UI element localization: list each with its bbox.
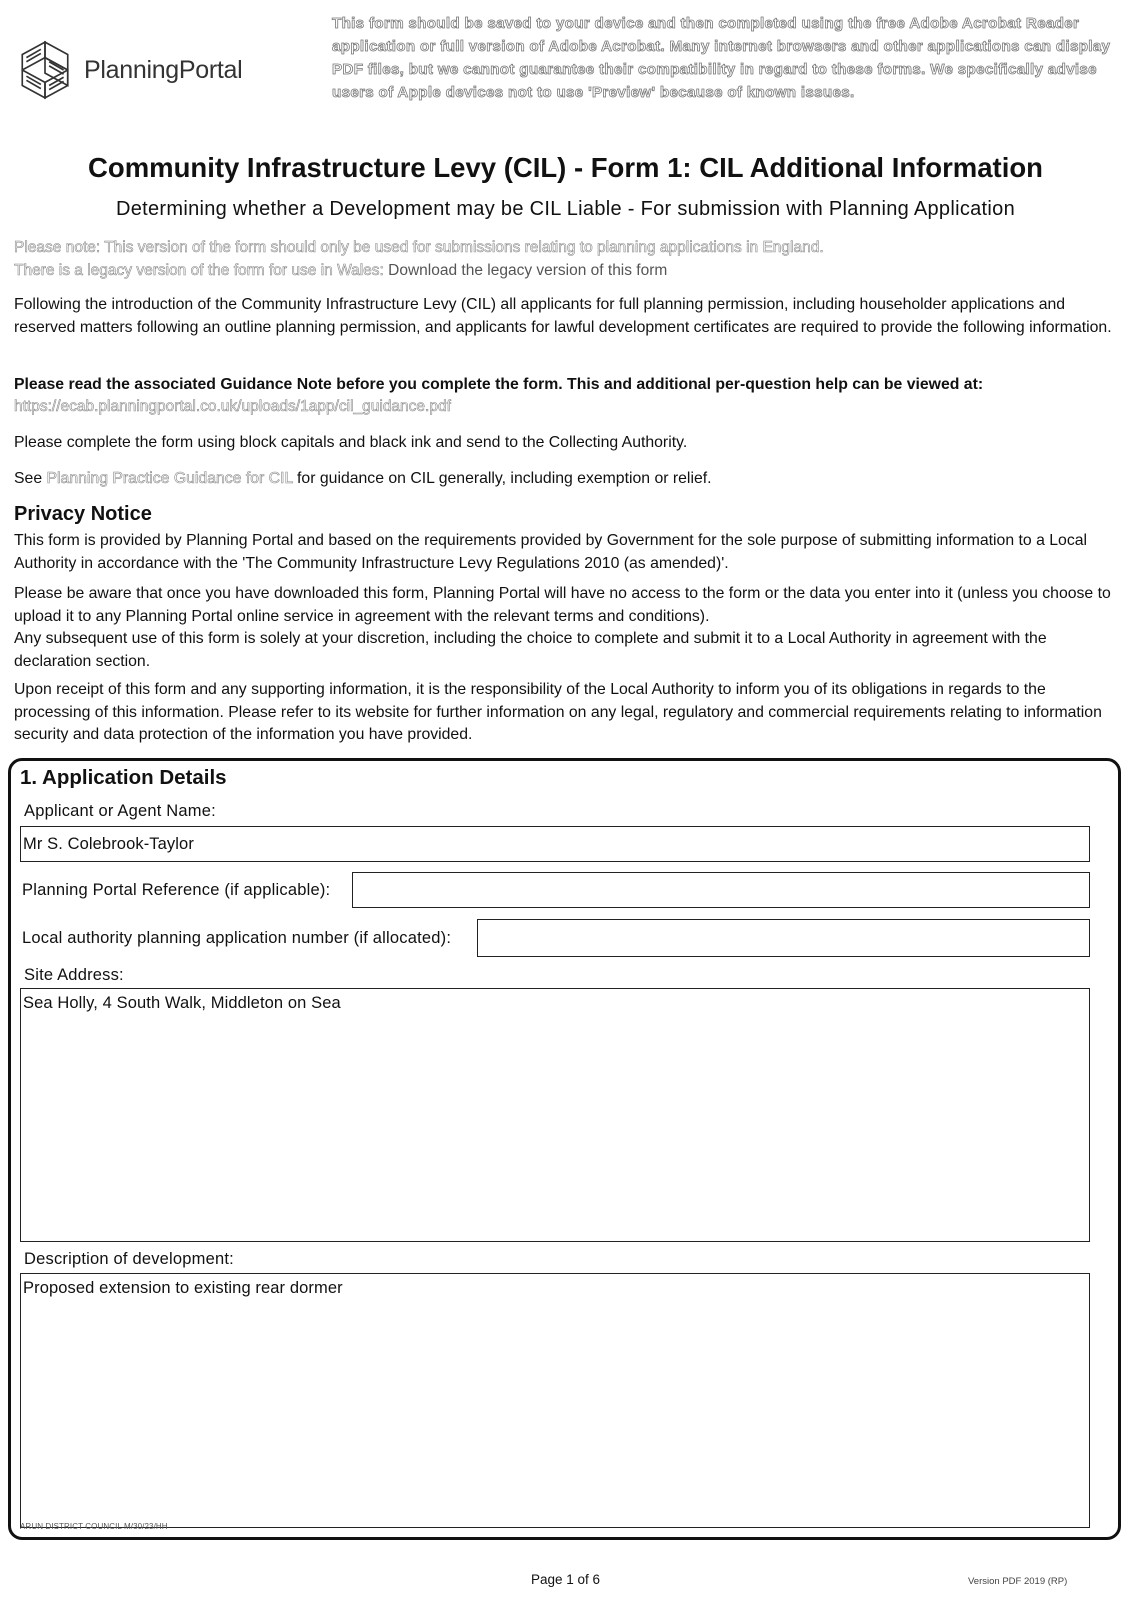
see-suffix: for guidance on CIL generally, including exemption or relief. bbox=[292, 470, 712, 487]
planning-portal-reference-field[interactable] bbox=[352, 872, 1090, 908]
applicant-name-field[interactable]: Mr S. Colebrook-Taylor bbox=[20, 826, 1090, 862]
council-stamp: ARUN DISTRICT COUNCIL M/30/23/HH bbox=[20, 1522, 168, 1531]
see-prefix: See bbox=[14, 470, 47, 487]
privacy-paragraph-4: Upon receipt of this form and any supporting information, it is the responsibility of the Local Authority to inform you of its obligations in regards to the processing of this information. Please refer to its website for further information on any legal, regulatory and commercial requirements relating to information security and data protection of the information you have provided. bbox=[14, 681, 1102, 743]
description-label: Description of development: bbox=[24, 1250, 234, 1268]
note-line-2-text: There is a legacy version of the form for use in Wales: bbox=[14, 262, 389, 279]
software-notice: This form should be saved to your device and then completed using the free Adobe Acrobat Reader application or full version of Adobe Acrobat. Many internet browsers and other applications can display PDF files, but we cannot guarantee their compatibility in regard to these forms. We specifically advise users of Apple devices not to use 'Preview' because of known issues. bbox=[332, 15, 1111, 101]
guidance-url-link[interactable]: https://ecab.planningportal.co.uk/uploads/1app/cil_guidance.pdf bbox=[14, 398, 451, 415]
privacy-heading: Privacy Notice bbox=[14, 503, 152, 525]
section-heading: 1. Application Details bbox=[20, 766, 227, 789]
planning-portal-logo-icon bbox=[14, 39, 76, 101]
england-only-note bbox=[14, 236, 1114, 282]
version-label: Version PDF 2019 (RP) bbox=[968, 1576, 1068, 1587]
page-subtitle: Determining whether a Development may be CIL Liable - For submission with Planning Application bbox=[115, 198, 1015, 220]
lpa-application-number-label: Local authority planning application number (if allocated): bbox=[22, 929, 452, 947]
note-line-1: Please note: This version of the form should only be used for submissions relating to planning applications in England. bbox=[14, 239, 824, 256]
page-number: Page 1 of 6 bbox=[530, 1572, 601, 1587]
guidance-instruction: Please read the associated Guidance Note before you complete the form. This and additional per-question help can be viewed at: bbox=[14, 376, 984, 393]
description-field[interactable]: Proposed extension to existing rear dormer bbox=[20, 1273, 1090, 1528]
planning-portal-reference-label: Planning Portal Reference (if applicable): bbox=[22, 881, 331, 899]
ppg-cil-link[interactable]: Planning Practice Guidance for CIL bbox=[46, 470, 293, 487]
privacy-paragraph-2: Please be aware that once you have downloaded this form, Planning Portal will have no access to the form or the data you enter into it (unless you choose to upload it to any Planning Portal online service in agreement with the relevant terms and conditions). bbox=[14, 585, 1111, 625]
privacy-paragraph-3: Any subsequent use of this form is solely at your discretion, including the choice to complete and submit it to a Local Authority in agreement with the declaration section. bbox=[14, 630, 1047, 670]
block-capitals-instruction: Please complete the form using block capitals and black ink and send to the Collecting Authority. bbox=[14, 434, 688, 451]
page-title: Community Infrastructure Levy (CIL) - Form 1: CIL Additional Information bbox=[88, 152, 1043, 183]
intro-paragraph: Following the introduction of the Community Infrastructure Levy (CIL) all applicants for full planning permission, including householder applications and reserved matters following an outline planning permission, and applicants for lawful development certificates are required to provide the following information. bbox=[14, 296, 1112, 336]
note-line-2 bbox=[14, 259, 1114, 282]
legacy-version-link[interactable]: Download the legacy version of this form bbox=[388, 262, 668, 279]
applicant-name-label: Applicant or Agent Name: bbox=[24, 802, 216, 820]
see-guidance-line bbox=[14, 468, 1119, 491]
site-address-field[interactable]: Sea Holly, 4 South Walk, Middleton on Sea bbox=[20, 988, 1090, 1242]
lpa-application-number-field[interactable] bbox=[477, 919, 1090, 957]
logo-text: PlanningPortal bbox=[84, 55, 243, 84]
site-address-label: Site Address: bbox=[24, 966, 124, 984]
planning-portal-logo bbox=[14, 40, 284, 100]
privacy-paragraph-1: This form is provided by Planning Portal and based on the requirements provided by Government for the sole purpose of submitting information to a Local Authority in accordance with the 'The Community Infrastructure Levy Regulations 2010 (as amended)'. bbox=[14, 532, 1088, 572]
